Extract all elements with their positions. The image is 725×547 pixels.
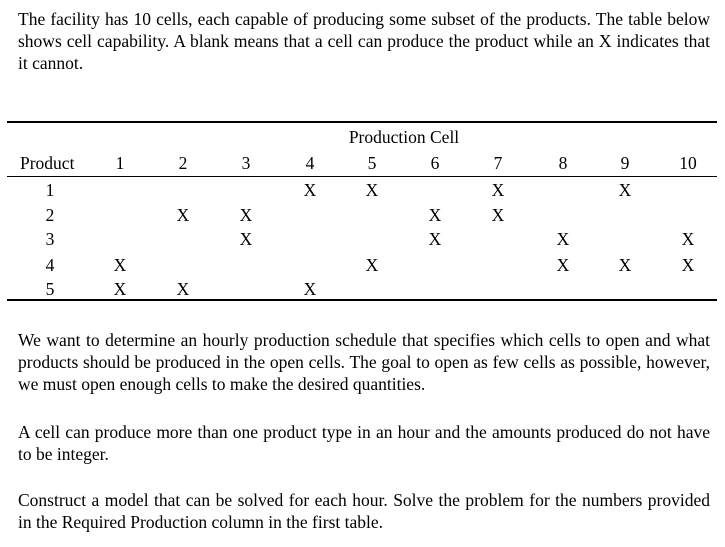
capability-mark: X (428, 205, 442, 225)
capability-mark: X (239, 229, 253, 249)
capability-mark: X (681, 229, 695, 249)
product-label: 3 (45, 229, 55, 249)
capability-mark: X (556, 255, 570, 275)
cell-header-6: 6 (430, 153, 440, 173)
table-header-rule (7, 176, 717, 177)
product-label: 2 (45, 205, 55, 225)
cell-header-1: 1 (115, 153, 125, 173)
capability-mark: X (491, 180, 505, 200)
product-column-header: Product (20, 153, 75, 173)
intro-paragraph: The facility has 10 cells, each capable of producing some subset of the products. The table below shows cell capability. A blank means that a cell can produce the product while an X indicates that it cannot. (18, 9, 710, 73)
capability-mark: X (365, 180, 379, 200)
capability-mark: X (176, 279, 190, 299)
cell-header-9: 9 (620, 153, 630, 173)
capability-mark: X (428, 229, 442, 249)
cell-header-7: 7 (493, 153, 503, 173)
capability-mark: X (113, 255, 127, 275)
table-top-rule (7, 121, 717, 123)
cell-header-2: 2 (178, 153, 188, 173)
cell-header-3: 3 (241, 153, 251, 173)
model-paragraph: Construct a model that can be solved for each hour. Solve the problem for the numbers provided in the Required Production column in the first table. (18, 490, 710, 532)
cell-header-8: 8 (558, 153, 568, 173)
capability-mark: X (303, 279, 317, 299)
capability-mark: X (303, 180, 317, 200)
capability-mark: X (491, 205, 505, 225)
capability-mark: X (176, 205, 190, 225)
product-label: 1 (45, 180, 55, 200)
capability-mark: X (618, 255, 632, 275)
product-label: 5 (45, 279, 55, 299)
capability-mark: X (113, 279, 127, 299)
capability-mark: X (239, 205, 253, 225)
capability-mark: X (556, 229, 570, 249)
cell-header-10: 10 (679, 153, 697, 173)
product-label: 4 (45, 255, 55, 275)
capability-mark: X (618, 180, 632, 200)
capability-mark: X (681, 255, 695, 275)
capability-mark: X (365, 255, 379, 275)
production-paragraph: A cell can produce more than one product type in an hour and the amounts produced do not have to be integer. (18, 422, 710, 464)
schedule-paragraph: We want to determine an hourly production schedule that specifies which cells to open and what products should be produced in the open cells. The goal to open as few cells as possible, however, we must open enough cells to make the desired quantities. (18, 330, 710, 394)
cell-header-5: 5 (367, 153, 377, 173)
cell-header-4: 4 (305, 153, 315, 173)
production-cell-header: Production Cell (348, 127, 460, 147)
